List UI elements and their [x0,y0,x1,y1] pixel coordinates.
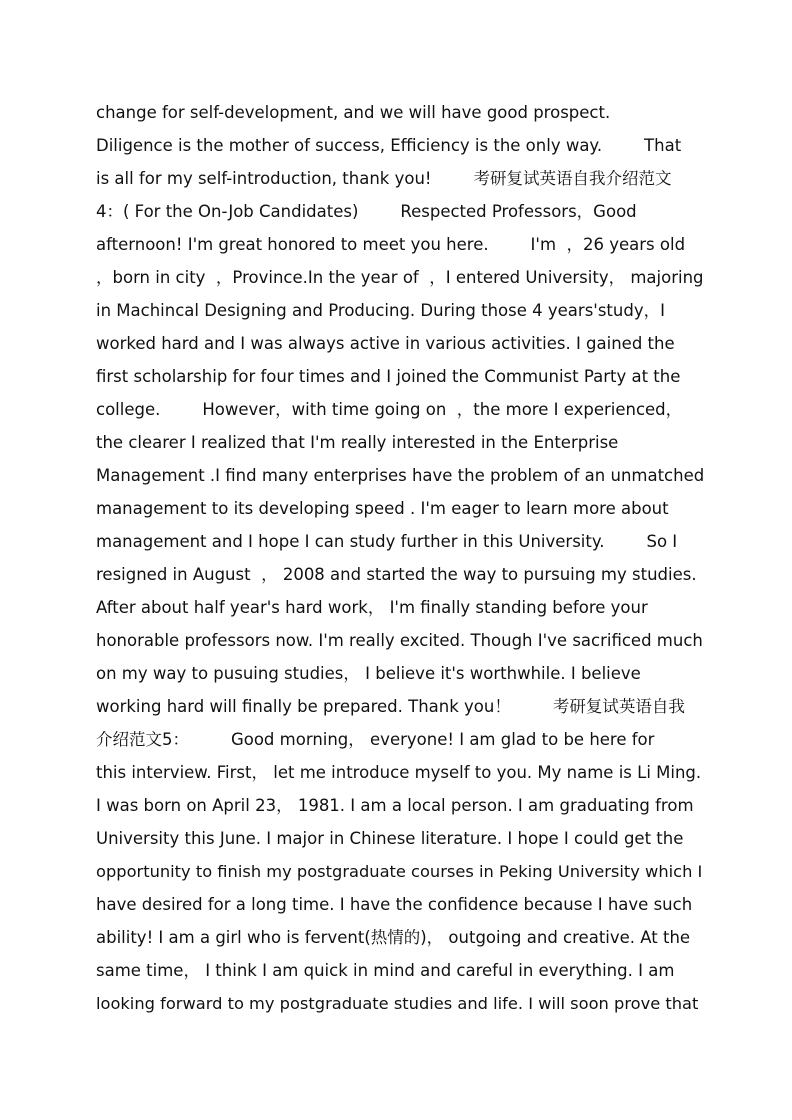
text-line: ，born in city ，Province.In the year of ，I entered University， majoring [96,268,704,287]
text-line: opportunity to finish my postgraduate courses in Peking University which I [96,862,703,881]
text-line: change for self-development, and we will have good prospect. [96,103,611,122]
text-line: this interview. First， let me introduce myself to you. My name is Li Ming. [96,763,702,782]
text-line: After about half year's hard work， I'm finally standing before your [96,598,648,617]
text-line: management and I hope I can study further in this University. So I [96,532,678,551]
text-line: worked hard and I was always active in various activities. I gained the [96,334,675,353]
text-line: looking forward to my postgraduate studies and life. I will soon prove that [96,994,699,1013]
text-line: on my way to pusuing studies， I believe it's worthwhile. I believe [96,664,641,683]
body-text [96,96,706,1020]
text-line: University this June. I major in Chinese literature. I hope I could get the [96,829,684,848]
text-line: I was born on April 23， 1981. I am a local person. I am graduating from [96,796,694,815]
text-line: Management .I find many enterprises have the problem of an unmatched [96,466,705,485]
text-line: 介绍范文5： Good morning， everyone! I am glad to be here for [96,730,655,749]
text-line: management to its developing speed . I'm eager to learn more about [96,499,669,518]
text-line: is all for my self-introduction, thank you! 考研复试英语自我介绍范文 [96,169,672,188]
text-line: have desired for a long time. I have the confidence because I have such [96,895,693,914]
text-line: honorable professors now. I'm really excited. Though I've sacrificed much [96,631,703,650]
text-line: working hard will finally be prepared. Thank you！ 考研复试英语自我 [96,697,685,716]
text-line: 4：( For the On-Job Candidates) Respected Professors，Good [96,202,637,221]
text-line: college. However，with time going on ，the more I experienced， [96,400,683,419]
text-line: same time， I think I am quick in mind and careful in everything. I am [96,961,675,980]
text-line: afternoon! I'm great honored to meet you here. I'm ，26 years old [96,235,686,254]
text-line: first scholarship for four times and I joined the Communist Party at the [96,367,681,386]
text-line: Diligence is the mother of success, Efficiency is the only way. That [96,136,682,155]
text-line: ability! I am a girl who is fervent(热情的)， outgoing and creative. At the [96,928,691,947]
text-line: in Machincal Designing and Producing. During those 4 years'study，I [96,301,665,320]
text-line: the clearer I realized that I'm really interested in the Enterprise [96,433,619,452]
text-line: resigned in August ， 2008 and started the way to pursuing my studies. [96,565,697,584]
